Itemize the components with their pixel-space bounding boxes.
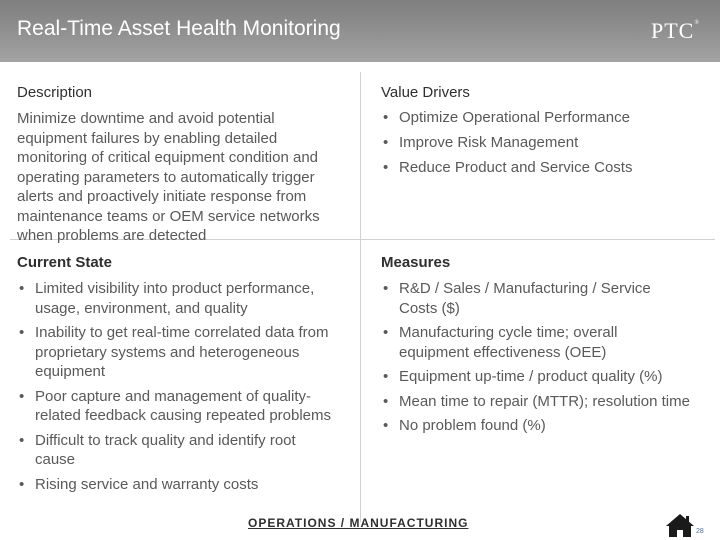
measure-item: • R&D / Sales / Manufacturing / Service Costs ($) (381, 279, 691, 318)
measure-item: • Mean time to repair (MTTR); resolution time (381, 392, 691, 412)
value-driver-item: • Optimize Operational Performance (381, 108, 701, 128)
page-number: 28 (696, 528, 704, 535)
current-state-item: • Rising service and warranty costs (17, 475, 337, 495)
home-icon[interactable] (665, 512, 695, 538)
ptc-logo: PTC® (651, 18, 700, 43)
operations-manufacturing-link[interactable]: OPERATIONS / MANUFACTURING (248, 516, 469, 530)
column-divider (360, 72, 361, 522)
measures-list (381, 279, 691, 436)
description-text: Minimize downtime and avoid potential equipment failures by enabling detailed monitoring of critical equipment condition and operating parameters to automatically trigger alerts and proactively initiate response from maintenance teams or OEM service networks when problems are detected (17, 110, 320, 244)
value-driver-item: • Improve Risk Management (381, 133, 701, 153)
current-state-list (17, 279, 337, 494)
current-state-heading: Current State (17, 254, 113, 271)
value-drivers-list (381, 108, 701, 178)
value-driver-item: • Reduce Product and Service Costs (381, 158, 701, 178)
header-bar (0, 0, 720, 62)
current-state-item: • Inability to get real-time correlated data from proprietary systems and heterogeneous equipment (17, 323, 337, 382)
current-state-item: • Limited visibility into product performance, usage, environment, and quality (17, 279, 337, 318)
measure-item: • Equipment up-time / product quality (%) (381, 367, 691, 387)
description-heading: Description (17, 84, 93, 101)
current-state-item: • Poor capture and management of quality-related feedback causing repeated problems (17, 387, 337, 426)
measure-item: • No problem found (%) (381, 416, 691, 436)
measures-heading: Measures (381, 254, 451, 271)
page-title: Real-Time Asset Health Monitoring (17, 17, 341, 40)
current-state-item: • Difficult to track quality and identify root cause (17, 431, 337, 470)
measure-item: • Manufacturing cycle time; overall equipment effectiveness (OEE) (381, 323, 691, 362)
value-drivers-heading: Value Drivers (381, 84, 470, 101)
